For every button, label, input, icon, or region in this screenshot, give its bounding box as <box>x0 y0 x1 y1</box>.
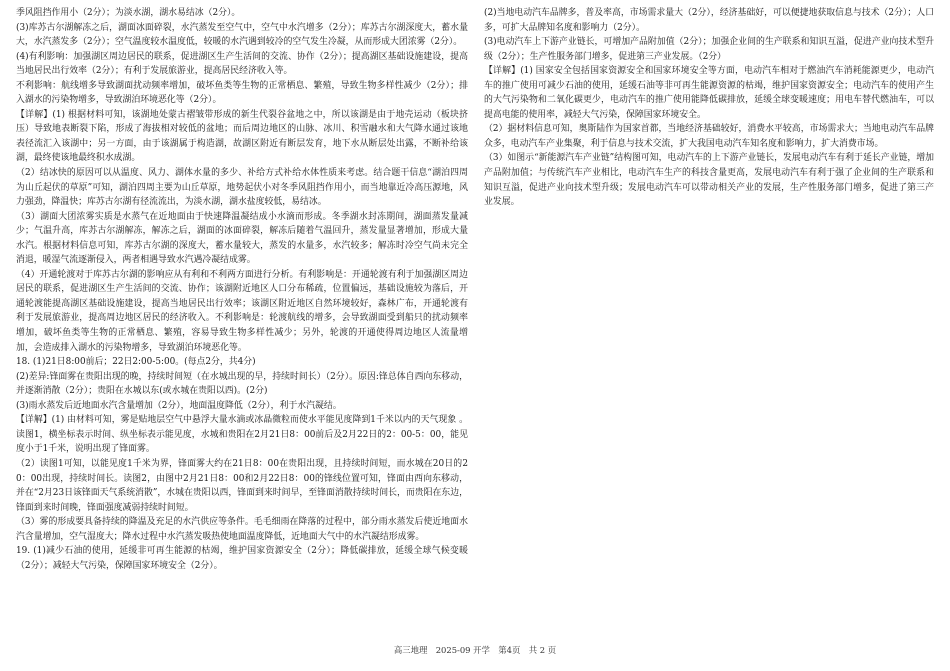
paragraph: （3）如图示“新能源汽车产业链”结构图可知，电动汽车的上下游产业链长，发展电动汽车有利于延长产业链，增加产品附加值；与传统汽车产业相比，电动汽车生产的科技含量更高，发展电动汽车有利于强了企业间的生产联系和知识互溢，促进产业向技术型升级；发展电动汽车可以带动相关产业的发展，生产性服务部门增多，促进了第三产业发展。 <box>484 153 934 208</box>
paragraph: (3)库苏古尔湖解冻之后，湖面冰面碎裂，水汽蒸发至空气中，空气中水汽增多（2分）；库苏古尔湖深度大，蓄水量大，水汽蒸发多（2分）；空气温度较水温度低，较暖的水汽遇到较冷的空气发生冷凝，从而形成大团浓雾（2分）。 <box>16 22 468 48</box>
paragraph: 18. (1)21日8:00前后；22日2:00-5:00。(每点2分，共4分) <box>16 357 256 368</box>
paragraph: （2）据材料信息可知，奥斯陆作为国家首都，当地经济基础较好，消费水平较高，市场需求大；当地电动汽车品牌众多，电动汽车产业集聚，利于信息与技术交流，扩大我国电动汽车知名度和影响力，扩大消费市场。 <box>484 124 934 149</box>
paragraph: 不利影响：航线增多导致湖面扰动频率增加，破坏鱼类等生物的正常栖息、繁殖，导致生物多样性减少（2分）；排入湖水的污染物增多，导致湖泊环境恶化等（2分）。 <box>16 80 468 106</box>
paragraph: (3)雨水蒸发后近地面水汽含量增加（2分），地面温度降低（2分），利于水汽凝结。 <box>16 400 342 411</box>
paragraph: 【详解】(1) 国家安全包括国家资源安全和国家环境安全等方面，电动汽车相对于燃油汽车消耗能源更少，电动汽车的推广使用可减少石油的使用，延缓石油等非可再生能源资源的枯竭，维护国家资源安全；电动汽车的使用产生的大气污染物和二氧化碳更少，电动汽车的推广使用能降低碳排放，延缓全球变暖速度；用电车替代燃油车，可以提高电能的使用率，减轻大气污染，保障国家环境安全。 <box>484 66 934 120</box>
paragraph: （2）结冰快的原因可以从温度、风力、湖体水量的多少、补给方式补给水体性质来考虑。结合题干信息“湖泊四周为山丘起伏的草原”可知，湖泊四周主要为山丘草原，地势起伏小对冬季风阻挡作用小，而当地靠近冷高压源地，风力强劲，降温快；库苏古尔湖有径流流出，为淡水湖，湖水盐度较低，易结冰。 <box>16 168 468 208</box>
paragraph: 【详解】(1) 由材料可知，雾是贴地层空气中悬浮大量水滴或冰晶微粒而使水平能见度降到1千米以内的天气现象 。读图1，横坐标表示时间、纵坐标表示能见度，水城和贵阳在2月21日8：00前后及2月22日的2：00-5：00，能见度小于1千米，说明出现了锋面雾。 <box>16 415 468 455</box>
paragraph: （3）湖面大团浓雾实质是水蒸气在近地面由于快速降温凝结成小水滴而形成。冬季湖水封冻期间，湖面蒸发量减少；气温升高，库苏古尔湖解冻，解冻之后，湖面的冰面碎裂，解冻后随着气温回升，蒸发量显著增加，形成大量水汽。根据材料信息可知，库苏古尔湖的深度大，蓄水量较大，蒸发的水量多，水汽较多；解冻时冷空气尚未完全消退，暖湿气流逐渐侵入，两者相遇导致水汽遇冷凝结成雾。 <box>16 211 468 266</box>
left-column <box>16 6 468 573</box>
paragraph: (2)差异:锋面雾在贵阳出现的晚，持续时间短（在水城出现的早，持续时间长）（2分）。原因:锋总体自西向东移动，并逐渐消散（2分）；贵阳在水城以东(或水城在贵阳以西)。(2分) <box>16 371 468 397</box>
paragraph: （3）雾的形成要具备持续的降温及充足的水汽供应等条件。毛毛细雨在降落的过程中，部分雨水蒸发后使近地面水汽含量增加，空气湿度大；降水过程中水汽蒸发吸热使地面温度降低，近地面大气中的水汽凝结形成雾。 <box>16 517 468 542</box>
paragraph: （2）读图1可知，以能见度1千米为界，锋面雾大约在21日8：00在贵阳出现，且持续时间短，而水城在20日的20：00出现，持续时间长。读图2，由图中2月21日8：00和2月22日8：00的锋线位置可知，锋面由西向东移动，并在“2月23日该锋面天气系统消散”，水城在贵阳以西，锋面到来时间早，至锋面消散持续时间长，而贵阳在东边，锋面到来时间晚，锋面强度减弱持续时间短。 <box>16 458 469 513</box>
paragraph: 【详解】(1) 根据材料可知，该湖地处蒙古褶皱带形成的新生代裂谷盆地之中，所以该湖是由于地壳运动（板块挤压）导致地表断裂下陷，形成了海拔相对较低的盆地；而后周边地区的山脉、冰川、积雪融水和大气降水通过该地表径流汇入该湖中；另一方面，由于该湖属于构造湖，故湖区附近有断层发育，地下水从断层处出露，不断补给该湖，最终使该地最终积水成湖。 <box>16 109 468 164</box>
paragraph: 19. (1)减少石油的使用，延缓非可再生能源的枯竭，维护国家资源安全（2分）；降低碳排放，延缓全球气候变暖（2分）；减轻大气污染，保障国家环境安全（2分）。 <box>16 546 468 571</box>
paragraph: 季风阻挡作用小（2分）；为淡水湖，湖水易结冰（2分）。 <box>16 8 241 18</box>
page-footer: 高三地理 2025-09 开学 第4页 共 2 页 <box>393 645 557 655</box>
paragraph: (2)当地电动汽车品牌多，普及率高，市场需求量大（2分），经济基础好，可以便捷地获取信息与技术（2分）；人口多，可扩大品牌知名度和影响力（2分）。 <box>484 8 934 33</box>
paragraph: (3)电动汽车上下游产业链长，可增加产品附加值（2分）；加强企业间的生产联系和知识互溢，促进产业向技术型升级（2分）；生产性服务部门增多，促进第三产业发展。（2分） <box>484 37 934 62</box>
paragraph: (4)有利影响：加强湖区周边居民的联系，促进湖区生产生活间的交流、协作（2分）；提高湖区基础设施建设，提高当地居民出行效率（2分）；有利于发展旅游业，提高居民经济收入等。 <box>16 51 468 77</box>
right-column <box>484 6 934 210</box>
paragraph: （4）开通轮渡对于库苏古尔湖的影响应从有利和不利两方面进行分析。有利影响是：开通轮渡有利于加强湖区周边居民的联系，促进湖区生产生活间的交流、协作；该湖附近地区人口分布稀疏，位置偏远，基础设施较为落后，开通轮渡能提高湖区基础设施建设，提高当地居民出行效率；该湖区附近地区自然环境较好，森林广布，开通轮渡有利于发展旅游业，提高周边地区居民的经济收入。不利影响是：轮渡航线的增多，会导致湖面受到船只的扰动频率增加，破坏鱼类等生物的正常栖息、繁殖，容易导致生物多样性减少；另外，轮渡的开通使得周边地区人流量增加，会造成排入湖水的污染物增多，导致湖泊环境恶化等。 <box>16 269 468 353</box>
